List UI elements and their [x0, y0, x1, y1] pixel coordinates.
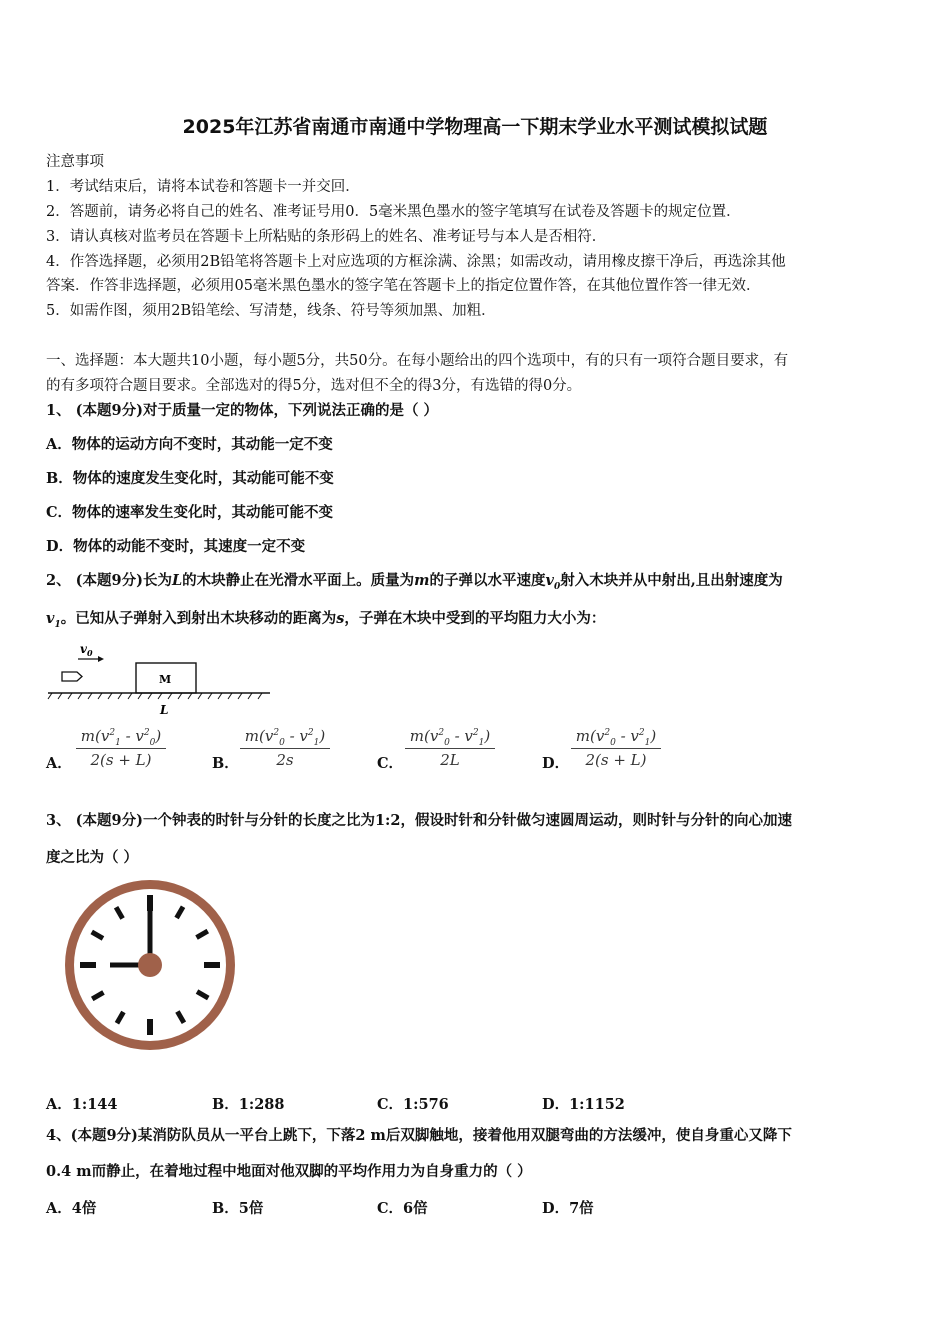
length-label: L [160, 703, 169, 717]
q2-option-b-label: B． [212, 755, 239, 772]
q3-option-d: D．1:1152 [542, 1096, 625, 1113]
notice-item-4: 4．作答选择题，必须用2B铅笔将答题卡上对应选项的方框涂满、涂黑；如需改动，请用橡皮擦干净后，再选涂其他 [46, 254, 786, 270]
q1-option-a: A．物体的运动方向不变时，其动能一定不变 [46, 436, 333, 453]
q3-option-c: C．1:576 [377, 1096, 449, 1113]
q2-stem-b: 的木块静止在光滑水平面上。质量为 [182, 572, 415, 589]
q2-line2-a: 。已知从子弹射入到射出木块移动的距离为 [60, 610, 337, 627]
q2-option-c-fraction [405, 727, 495, 769]
q2-option-a-denominator: 2(s + L) [90, 751, 152, 769]
q3-option-a: A．1:144 [46, 1096, 118, 1113]
q2-stem-L: L [171, 572, 183, 589]
q2-bullet-block-figure [46, 638, 276, 720]
q4-stem-line2: 0.4 m而静止，在着地过程中地面对他双脚的平均作用力为自身重力的（ ） [46, 1163, 532, 1180]
section-instructions-line1: 一、选择题：本大题共10小题，每小题5分，共50分。在每小题给出的四个选项中，有的只有一项符合题目要求，有 [46, 353, 789, 369]
q4-option-c: C．6倍 [377, 1200, 428, 1217]
q2-option-a-numerator: $m(v^2_1 - v^2_0)$ [76, 727, 166, 749]
clock-center-cap [138, 953, 162, 977]
q2-option-c-numerator: $m(v^2_0 - v^2_1)$ [405, 727, 495, 749]
q4-stem-line1: 4、(本题9分)某消防队员从一平台上跳下，下落2 m后双脚触地，接着他用双腿弯曲的方法缓冲，使自身重心又降下 [46, 1127, 792, 1144]
q4-option-b: B．5倍 [212, 1200, 264, 1217]
ground-hatching [48, 693, 262, 699]
velocity-arrowhead [98, 656, 104, 662]
q4-option-a: A．4倍 [46, 1200, 97, 1217]
q2-stem-a: 2、 (本题9分)长为 [46, 572, 172, 589]
q2-stem-line2 [46, 609, 605, 635]
block-label: M [159, 673, 172, 686]
q3-stem-line1: 3、 (本题9分)一个钟表的时针与分针的长度之比为1:2，假设时针和分针做匀速圆周运动，则时针与分针的向心加速 [46, 812, 792, 829]
q2-stem-c: 的子弹以水平速度 [429, 572, 546, 589]
q2-option-b-denominator: 2s [276, 751, 294, 769]
q1-stem: 1、 (本题9分)对于质量一定的物体，下列说法正确的是（ ） [46, 402, 438, 419]
q2-stem-d: 射入木块并从中射出,且出射速度为 [560, 572, 783, 589]
q2-option-c-denominator: 2L [440, 751, 460, 769]
q2-option-b-numerator: $m(v^2_0 - v^2_1)$ [240, 727, 330, 749]
q2-line2-b: ，子弹在木块中受到的平均阻力大小为： [344, 610, 606, 627]
q2-option-d-label: D． [542, 755, 570, 772]
notice-item-2: 2．答题前，请务必将自己的姓名、准考证号用0．5毫米黑色墨水的签字笔填写在试卷及答题卡的规定位置． [46, 204, 741, 220]
page-title: 2025年江苏省南通市南通中学物理高一下期末学业水平测试模拟试题 [182, 116, 768, 138]
velocity-label: $v_0$ [80, 642, 93, 658]
q2-stem-v0: v [545, 572, 554, 589]
notice-item-5: 5．如需作图，须用2B铅笔绘、写清楚，线条、符号等须加黑、加粗． [46, 303, 496, 319]
q2-option-c-label: C． [377, 755, 404, 772]
q2-option-a-label: A． [46, 755, 72, 772]
q1-option-b: B．物体的速度发生变化时，其动能可能不变 [46, 470, 334, 487]
notice-heading: 注意事项 [46, 154, 104, 170]
q2-option-a-fraction [76, 727, 166, 769]
q2-s: s [336, 610, 345, 627]
q2-stem-v0-sub: 0 [553, 581, 561, 592]
q1-option-d: D．物体的动能不变时，其速度一定不变 [46, 538, 306, 555]
q2-stem-line1 [46, 571, 783, 597]
q1-option-c: C．物体的速率发生变化时，其动能可能不变 [46, 504, 334, 521]
q3-stem-line2: 度之比为（ ） [46, 849, 139, 866]
q2-option-d-numerator: $m(v^2_0 - v^2_1)$ [571, 727, 661, 749]
q2-option-b-fraction [240, 727, 330, 769]
q2-option-d-denominator: 2(s + L) [585, 751, 647, 769]
notice-item-1: 1．考试结束后，请将本试卷和答题卡一并交回． [46, 179, 360, 195]
q2-stem-m: m [414, 572, 430, 589]
bullet-shape [62, 672, 82, 681]
section-instructions-line2: 的有多项符合题目要求。全部选对的得5分，选对但不全的得3分，有选错的得0分。 [46, 378, 582, 394]
notice-item-3: 3．请认真核对监考员在答题卡上所粘贴的条形码上的姓名、准考证号与本人是否相符． [46, 229, 607, 245]
notice-item-4-cont: 答案．作答非选择题，必须用05毫米黑色墨水的签字笔在答题卡上的指定位置作答，在其他位置作答一律无效． [46, 278, 761, 294]
q3-option-b: B．1:288 [212, 1096, 285, 1113]
q2-v1: v [46, 610, 55, 627]
q4-option-d: D．7倍 [542, 1200, 594, 1217]
q2-v1-sub: 1 [54, 619, 61, 630]
q2-option-d-fraction [571, 727, 661, 769]
q3-clock-figure [58, 878, 242, 1056]
